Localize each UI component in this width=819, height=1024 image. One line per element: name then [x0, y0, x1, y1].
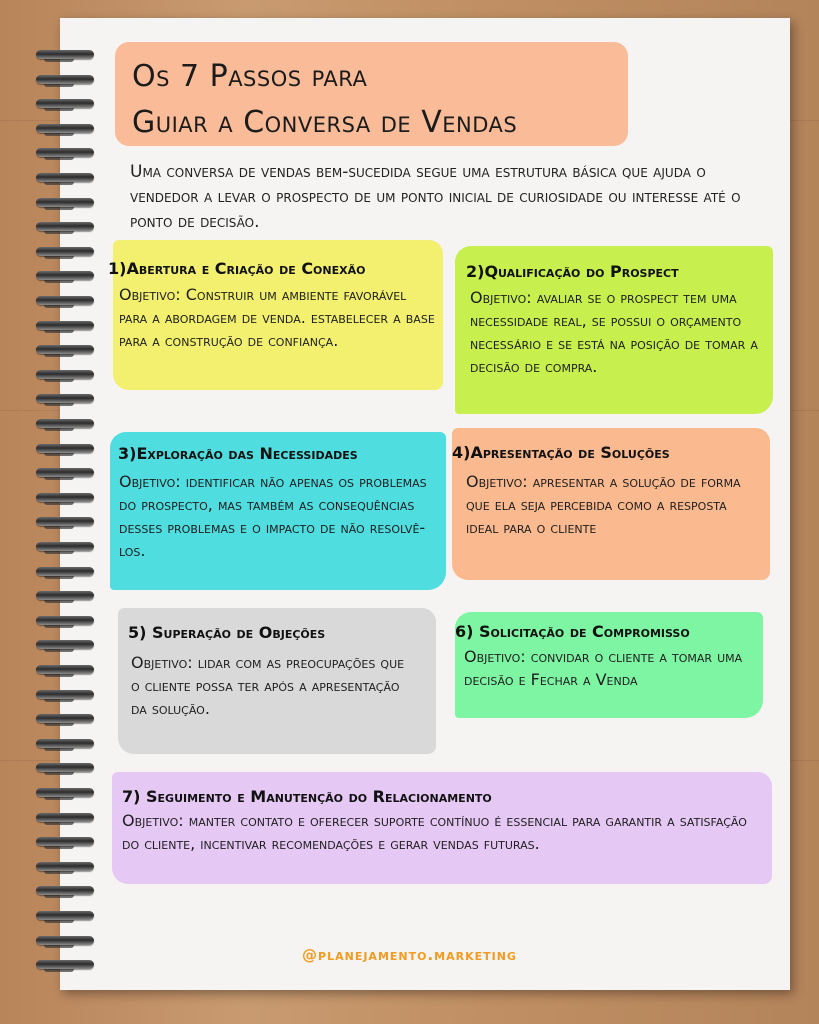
spiral-ring	[36, 690, 94, 699]
step-7-heading: 7) Seguimento e Manutenção do Relacionamento	[122, 787, 492, 806]
spiral-ring	[36, 271, 94, 280]
spiral-ring	[36, 739, 94, 748]
spiral-ring	[36, 50, 94, 59]
spiral-ring	[36, 517, 94, 526]
step-2-heading: 2)Qualificação do Prospect	[466, 262, 679, 281]
spiral-ring	[36, 567, 94, 576]
step-3-heading: 3)Exploração das Necessidades	[118, 444, 358, 463]
step-1-heading: 1)Abertura e Criação de Conexão	[108, 259, 366, 278]
spiral-ring	[36, 936, 94, 945]
spiral-ring	[36, 862, 94, 871]
step-6-heading: 6) Solicitação de Compromisso	[455, 622, 690, 641]
spiral-ring	[36, 714, 94, 723]
spiral-ring	[36, 148, 94, 157]
spiral-ring	[36, 813, 94, 822]
title-line-1: Os 7 Passos para	[132, 59, 368, 94]
step-4-heading: 4)Apresentação de Soluções	[452, 443, 670, 462]
spiral-ring	[36, 99, 94, 108]
spiral-ring	[36, 665, 94, 674]
spiral-ring	[36, 419, 94, 428]
page-title	[132, 54, 517, 146]
intro-text: Uma conversa de vendas bem-sucedida segue uma estrutura básica que ajuda o vendedor a levar o prospecto de um ponto inicial de curiosidade ou interesse até o ponto de decisão.	[130, 162, 741, 232]
spiral-ring	[36, 640, 94, 649]
step-6-body: Objetivo: convidar o cliente a tomar uma decisão e Fechar a Venda	[464, 647, 743, 689]
step-4-body: Objetivo: apresentar a solução de forma que ela seja percebida como a resposta ideal para o cliente	[466, 472, 741, 537]
spiral-ring	[36, 837, 94, 846]
spiral-ring	[36, 911, 94, 920]
spiral-ring	[36, 247, 94, 256]
spiral-ring	[36, 296, 94, 305]
spiral-ring	[36, 886, 94, 895]
spiral-ring	[36, 370, 94, 379]
title-line-2: Guiar a Conversa de Vendas	[132, 105, 518, 140]
spiral-ring	[36, 591, 94, 600]
spiral-ring	[36, 468, 94, 477]
spiral-ring	[36, 198, 94, 207]
spiral-ring	[36, 616, 94, 625]
spiral-ring	[36, 542, 94, 551]
spiral-ring	[36, 345, 94, 354]
footer-handle: @planejamento.marketing	[302, 946, 517, 964]
spiral-ring	[36, 222, 94, 231]
step-5-heading: 5) Superação de Objeções	[128, 623, 326, 642]
spiral-ring	[36, 394, 94, 403]
spiral-ring	[36, 321, 94, 330]
spiral-ring	[36, 173, 94, 182]
step-5-body: Objetivo: lidar com as preocupações que o cliente possa ter após a apresentação da solução.	[131, 653, 405, 718]
step-3-body: Objetivo: identificar não apenas os problemas do prospecto, mas também as consequências desses problemas e o impacto de não resolvê-los.	[119, 472, 427, 560]
spiral-ring	[36, 493, 94, 502]
spiral-ring	[36, 75, 94, 84]
step-2-body: Objetivo: avaliar se o prospect tem uma necessidade real, se possui o orçamento necessário e se está na posição de tomar a decisão de compra.	[470, 288, 758, 376]
spiral-ring	[36, 124, 94, 133]
spiral-ring	[36, 788, 94, 797]
spiral-ring	[36, 763, 94, 772]
step-1-body: Objetivo: Construir um ambiente favorável para a abordagem de venda. estabelecer a base para a construção de confiança.	[119, 285, 435, 350]
step-7-body: Objetivo: manter contato e oferecer suporte contínuo é essencial para garantir a satisfação do cliente, incentivar recomendações e gerar vendas futuras.	[122, 811, 747, 853]
spiral-ring	[36, 444, 94, 453]
